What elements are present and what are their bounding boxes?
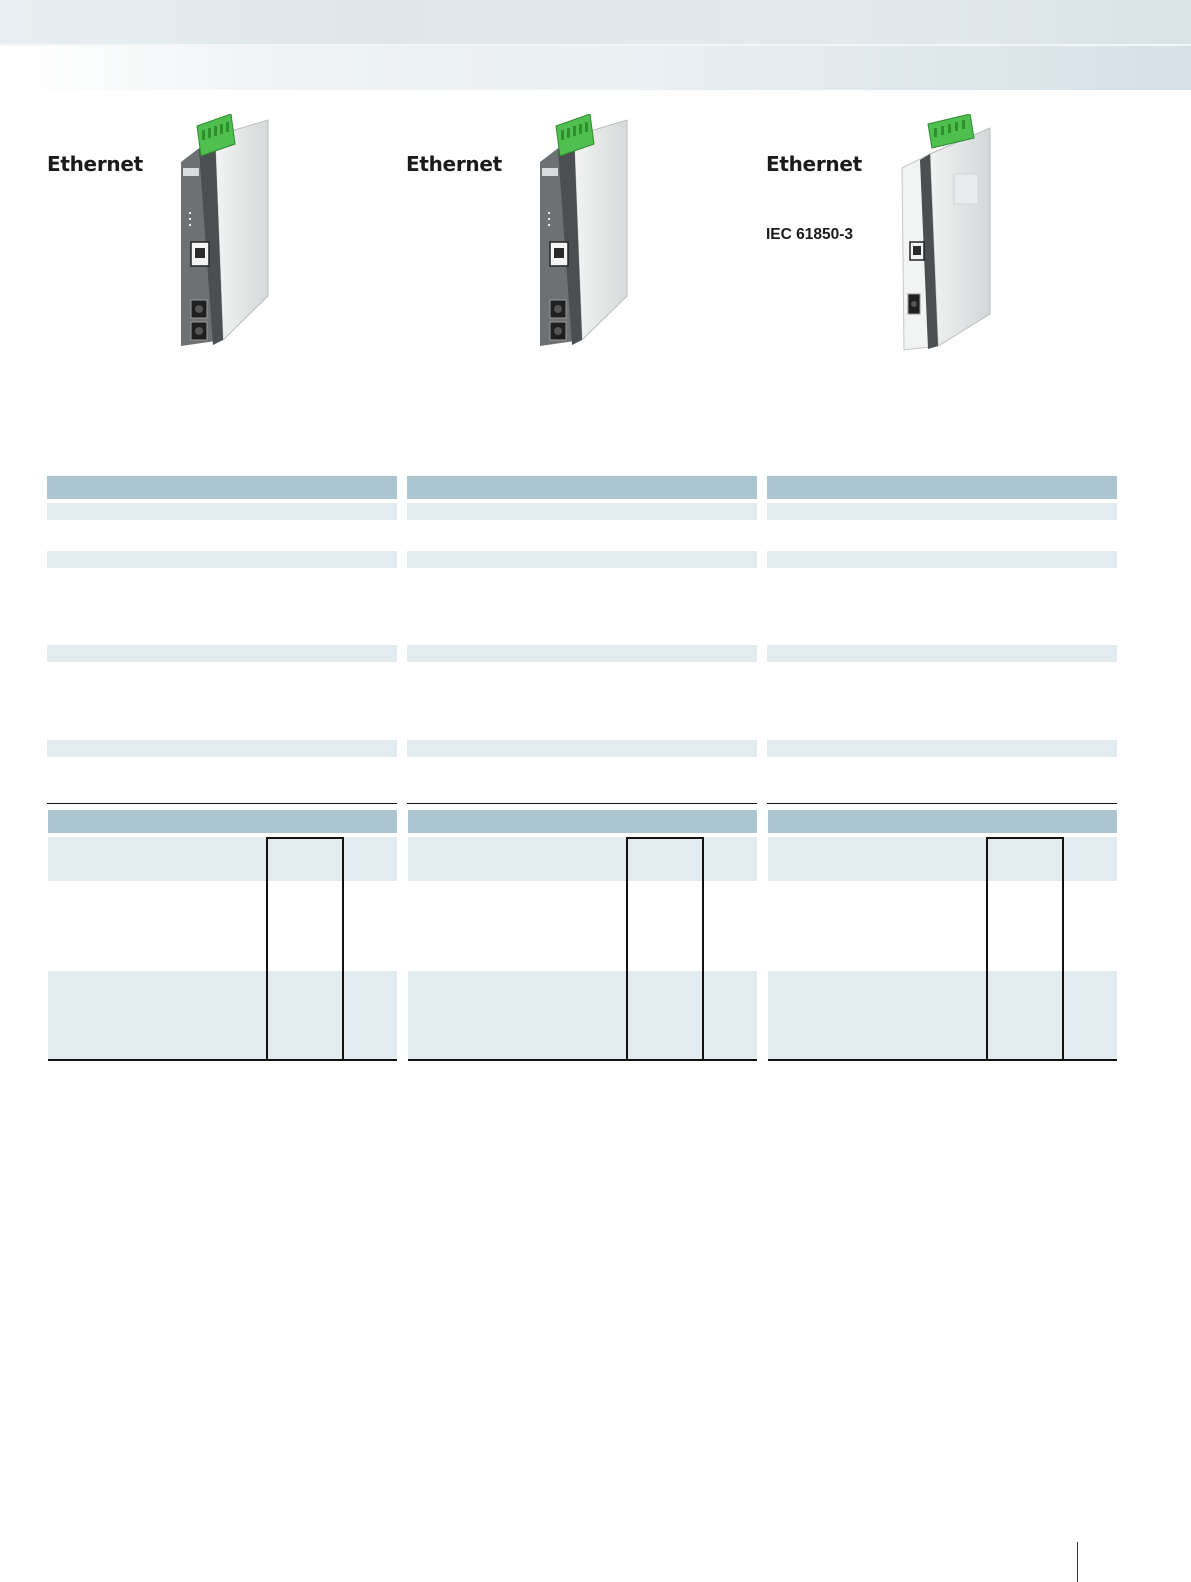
- ordering-row: [408, 881, 757, 971]
- product-column-1: [47, 100, 397, 370]
- ordering-header-bar: [768, 810, 1117, 833]
- product-heading: Ethernet: [766, 152, 862, 176]
- table-row: [407, 503, 757, 520]
- order-cell-border: [986, 837, 1063, 839]
- order-cell-border: [626, 837, 628, 1060]
- table-row: [767, 503, 1117, 520]
- order-cell-border: [266, 837, 268, 1060]
- ordering-row: [48, 881, 397, 971]
- technical-data-table-2: [407, 480, 757, 1070]
- table-row: [47, 740, 397, 757]
- ordering-row: [408, 837, 757, 881]
- table-bottom-rule: [48, 1059, 397, 1061]
- table-row: [767, 551, 1117, 568]
- table-row: [767, 740, 1117, 757]
- table-bottom-rule: [408, 1059, 757, 1061]
- table-row: [767, 645, 1117, 662]
- technical-data-table-1: [47, 480, 397, 1070]
- table-header-bar: [47, 476, 397, 499]
- ordering-row: [48, 971, 397, 1060]
- table-row: [407, 740, 757, 757]
- table-bottom-rule: [768, 1059, 1117, 1061]
- table-row: [407, 551, 757, 568]
- table-header-bar: [767, 476, 1117, 499]
- page-edge-rule: [1077, 1542, 1078, 1582]
- product-column-2: [406, 100, 756, 370]
- product-heading: Ethernet: [47, 152, 143, 176]
- order-cell-border: [986, 837, 988, 1060]
- order-cell-border: [702, 837, 704, 1060]
- ordering-row: [48, 837, 397, 881]
- section-banner: [10, 46, 1191, 90]
- order-cell-border: [1062, 837, 1064, 1060]
- table-separator: [407, 803, 757, 804]
- media-converter-icon: [534, 114, 634, 354]
- table-row: [47, 551, 397, 568]
- ordering-row: [768, 837, 1117, 881]
- ordering-row: [768, 971, 1117, 1060]
- top-banner: [0, 0, 1191, 44]
- order-cell-border: [342, 837, 344, 1060]
- order-cell-border: [626, 837, 703, 839]
- ordering-row: [768, 881, 1117, 971]
- product-subheading: IEC 61850-3: [766, 226, 854, 243]
- table-row: [47, 503, 397, 520]
- table-row: [47, 645, 397, 662]
- media-converter-icon: [894, 114, 1004, 354]
- table-row: [407, 645, 757, 662]
- order-cell-border: [266, 837, 343, 839]
- product-heading: Ethernet: [406, 152, 502, 176]
- media-converter-icon: [175, 114, 275, 354]
- table-header-bar: [407, 476, 757, 499]
- product-column-3: [766, 100, 1116, 370]
- table-separator: [767, 803, 1117, 804]
- technical-data-table-3: [767, 480, 1117, 1070]
- ordering-header-bar: [408, 810, 757, 833]
- ordering-row: [408, 971, 757, 1060]
- ordering-header-bar: [48, 810, 397, 833]
- table-separator: [47, 803, 397, 804]
